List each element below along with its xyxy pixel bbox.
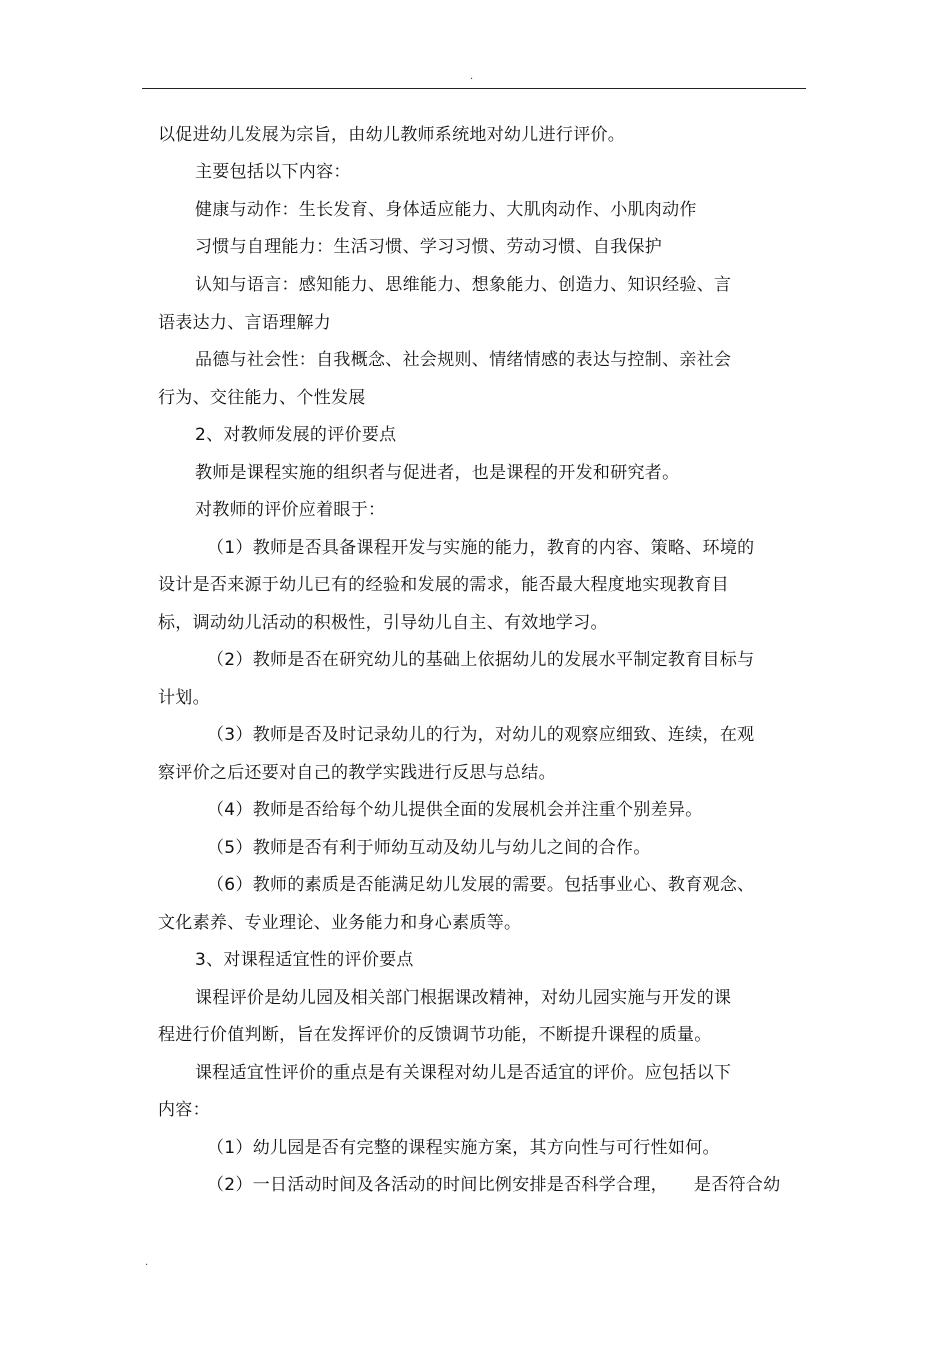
paragraph-line: 课程评价是幼儿园及相关部门根据课改精神，对幼儿园实施与开发的课 bbox=[195, 988, 732, 1008]
header-rule bbox=[142, 88, 806, 89]
paragraph-line: 行为、交往能力、个性发展 bbox=[158, 388, 366, 408]
paragraph-line: 内容： bbox=[158, 1100, 210, 1120]
paragraph-line: 品德与社会性：自我概念、社会规则、情绪情感的表达与控制、亲社会 bbox=[195, 350, 732, 370]
paragraph-line: 认知与语言：感知能力、思维能力、想象能力、创造力、知识经验、言 bbox=[195, 275, 732, 295]
section-heading: 2、对教师发展的评价要点 bbox=[195, 425, 397, 445]
paragraph-line: 对教师的评价应着眼于： bbox=[195, 500, 386, 520]
paragraph-line: 主要包括以下内容： bbox=[195, 162, 351, 182]
paragraph-line: 文化素养、专业理论、业务能力和身心素质等。 bbox=[158, 913, 522, 933]
paragraph-line: （4）教师是否给每个幼儿提供全面的发展机会并注重个别差异。 bbox=[207, 800, 703, 820]
paragraph-line: 健康与动作：生长发育、身体适应能力、大肌肉动作、小肌肉动作 bbox=[195, 200, 697, 220]
paragraph-line: 设计是否来源于幼儿已有的经验和发展的需求，能否最大程度地实现教育目 bbox=[158, 575, 729, 595]
paragraph-line: 计划。 bbox=[158, 688, 210, 708]
paragraph-line: （5）教师是否有利于师幼互动及幼儿与幼儿之间的合作。 bbox=[207, 838, 651, 858]
paragraph-line: 察评价之后还要对自己的教学实践进行反思与总结。 bbox=[158, 763, 556, 783]
paragraph-line: （1）教师是否具备课程开发与实施的能力，教育的内容、策略、环境的 bbox=[207, 538, 755, 558]
paragraph-line: 习惯与自理能力：生活习惯、学习习惯、劳动习惯、自我保护 bbox=[195, 237, 663, 257]
paragraph-line: 语表达力、言语理解力 bbox=[158, 313, 331, 333]
header-mark: . bbox=[470, 71, 474, 82]
paragraph-line: （2）一日活动时间及各活动的时间比例安排是否科学合理， 是否符合幼 bbox=[207, 1175, 781, 1195]
paragraph-line: （2）教师是否在研究幼儿的基础上依据幼儿的发展水平制定教育目标与 bbox=[207, 650, 755, 670]
footer-mark: . bbox=[145, 1257, 149, 1268]
paragraph-line: 教师是课程实施的组织者与促进者，也是课程的开发和研究者。 bbox=[195, 463, 680, 483]
paragraph-line: 标，调动幼儿活动的积极性，引导幼儿自主、有效地学习。 bbox=[158, 613, 608, 633]
section-heading: 3、对课程适宜性的评价要点 bbox=[195, 950, 414, 970]
paragraph-line: （6）教师的素质是否能满足幼儿发展的需要。包括事业心、教育观念、 bbox=[207, 875, 755, 895]
paragraph-line: （1）幼儿园是否有完整的课程实施方案，其方向性与可行性如何。 bbox=[207, 1138, 720, 1158]
paragraph-line: （3）教师是否及时记录幼儿的行为，对幼儿的观察应细致、连续，在观 bbox=[207, 725, 755, 745]
paragraph-line: 程进行价值判断，旨在发挥评价的反馈调节功能，不断提升课程的质量。 bbox=[158, 1025, 712, 1045]
paragraph-line: 以促进幼儿发展为宗旨，由幼儿教师系统地对幼儿进行评价。 bbox=[158, 125, 626, 145]
paragraph-line: 课程适宜性评价的重点是有关课程对幼儿是否适宜的评价。应包括以下 bbox=[195, 1063, 732, 1083]
